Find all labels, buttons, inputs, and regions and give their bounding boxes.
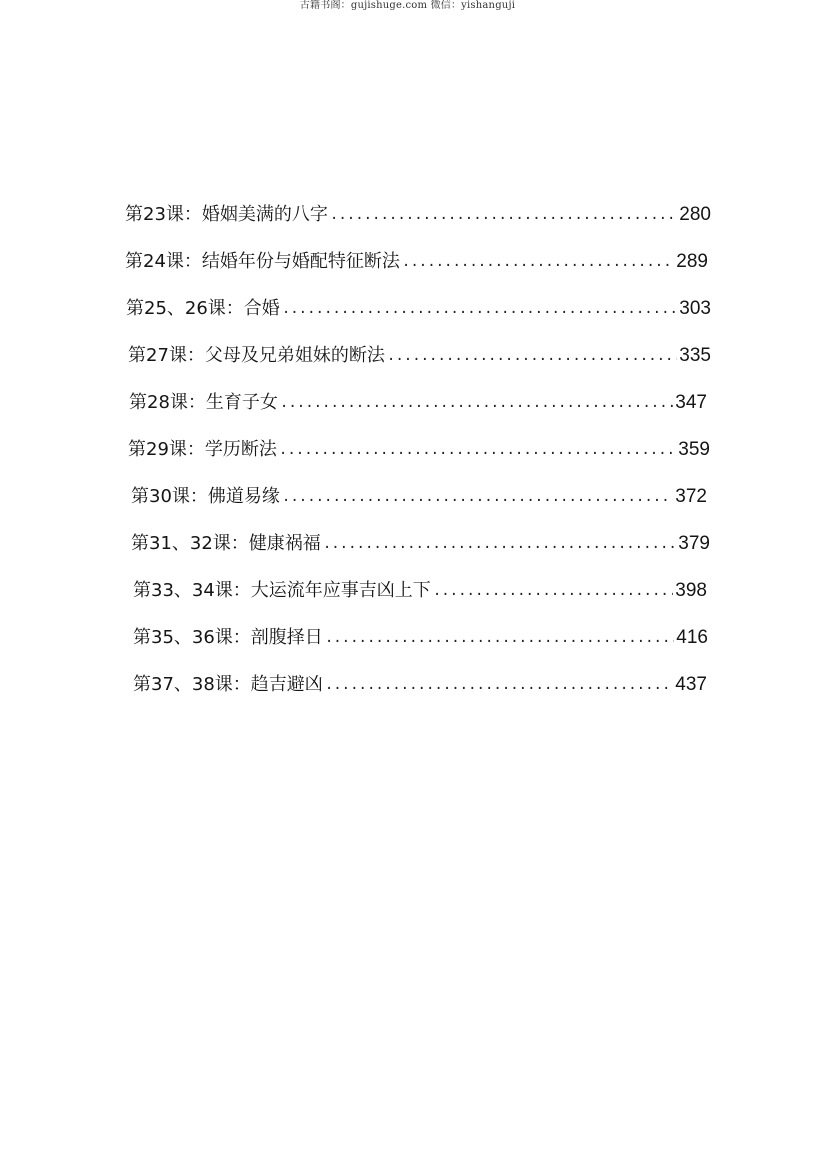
header-watermark: 古籍书阁：gujishuge.com 微信：yishanguji [299, 0, 516, 11]
toc-entry-page: 335 [679, 345, 711, 366]
toc-entry-page: 398 [675, 580, 707, 601]
toc-entry-page: 437 [675, 674, 707, 695]
toc-entry-page: 280 [679, 204, 711, 225]
toc-entry-page: 416 [676, 627, 708, 648]
toc-entry [131, 482, 707, 512]
toc-leader-dots [402, 247, 674, 277]
toc-leader-dots [282, 482, 673, 512]
toc-entry-label: 第30课：佛道易缘 [131, 486, 280, 507]
toc-entry-label: 第37、38课：趋吉避凶 [133, 674, 323, 695]
toc-entry-page: 347 [675, 392, 707, 413]
toc-leader-dots [282, 294, 677, 324]
toc-leader-dots [325, 670, 673, 700]
toc-entry-label: 第28课：生育子女 [129, 392, 278, 413]
toc-entry-label: 第33、34课：大运流年应事吉凶上下 [133, 580, 431, 601]
toc-entry [131, 529, 710, 559]
toc-entry [125, 200, 711, 230]
toc-leader-dots [323, 529, 676, 559]
toc-entry-label: 第27课：父母及兄弟姐妹的断法 [128, 345, 385, 366]
toc-entry-label: 第31、32课：健康祸福 [131, 533, 321, 554]
toc-leader-dots [279, 435, 676, 465]
toc-leader-dots [325, 623, 674, 653]
toc-entry-label: 第24课：结婚年份与婚配特征断法 [125, 251, 400, 272]
toc-entry-label: 第23课：婚姻美满的八字 [125, 204, 328, 225]
toc-entry [129, 388, 707, 418]
toc-entry [128, 435, 710, 465]
toc-entry-page: 372 [675, 486, 707, 507]
toc-leader-dots [433, 576, 673, 606]
toc-entry [126, 294, 711, 324]
toc-entry [133, 576, 707, 606]
toc-entry [125, 247, 708, 277]
toc-entry-page: 379 [678, 533, 710, 554]
toc-entry [133, 670, 707, 700]
toc-entry-page: 359 [678, 439, 710, 460]
toc-entry [128, 341, 711, 371]
toc-leader-dots [280, 388, 673, 418]
toc-entry-page: 289 [676, 251, 708, 272]
toc-leader-dots [387, 341, 677, 371]
toc-entry-label: 第29课：学历断法 [128, 439, 277, 460]
toc-entry-label: 第35、36课：剖腹择日 [133, 627, 323, 648]
toc-entry [133, 623, 708, 653]
toc-entry-page: 303 [679, 298, 711, 319]
toc-entry-label: 第25、26课：合婚 [126, 298, 280, 319]
toc-leader-dots [330, 200, 677, 230]
